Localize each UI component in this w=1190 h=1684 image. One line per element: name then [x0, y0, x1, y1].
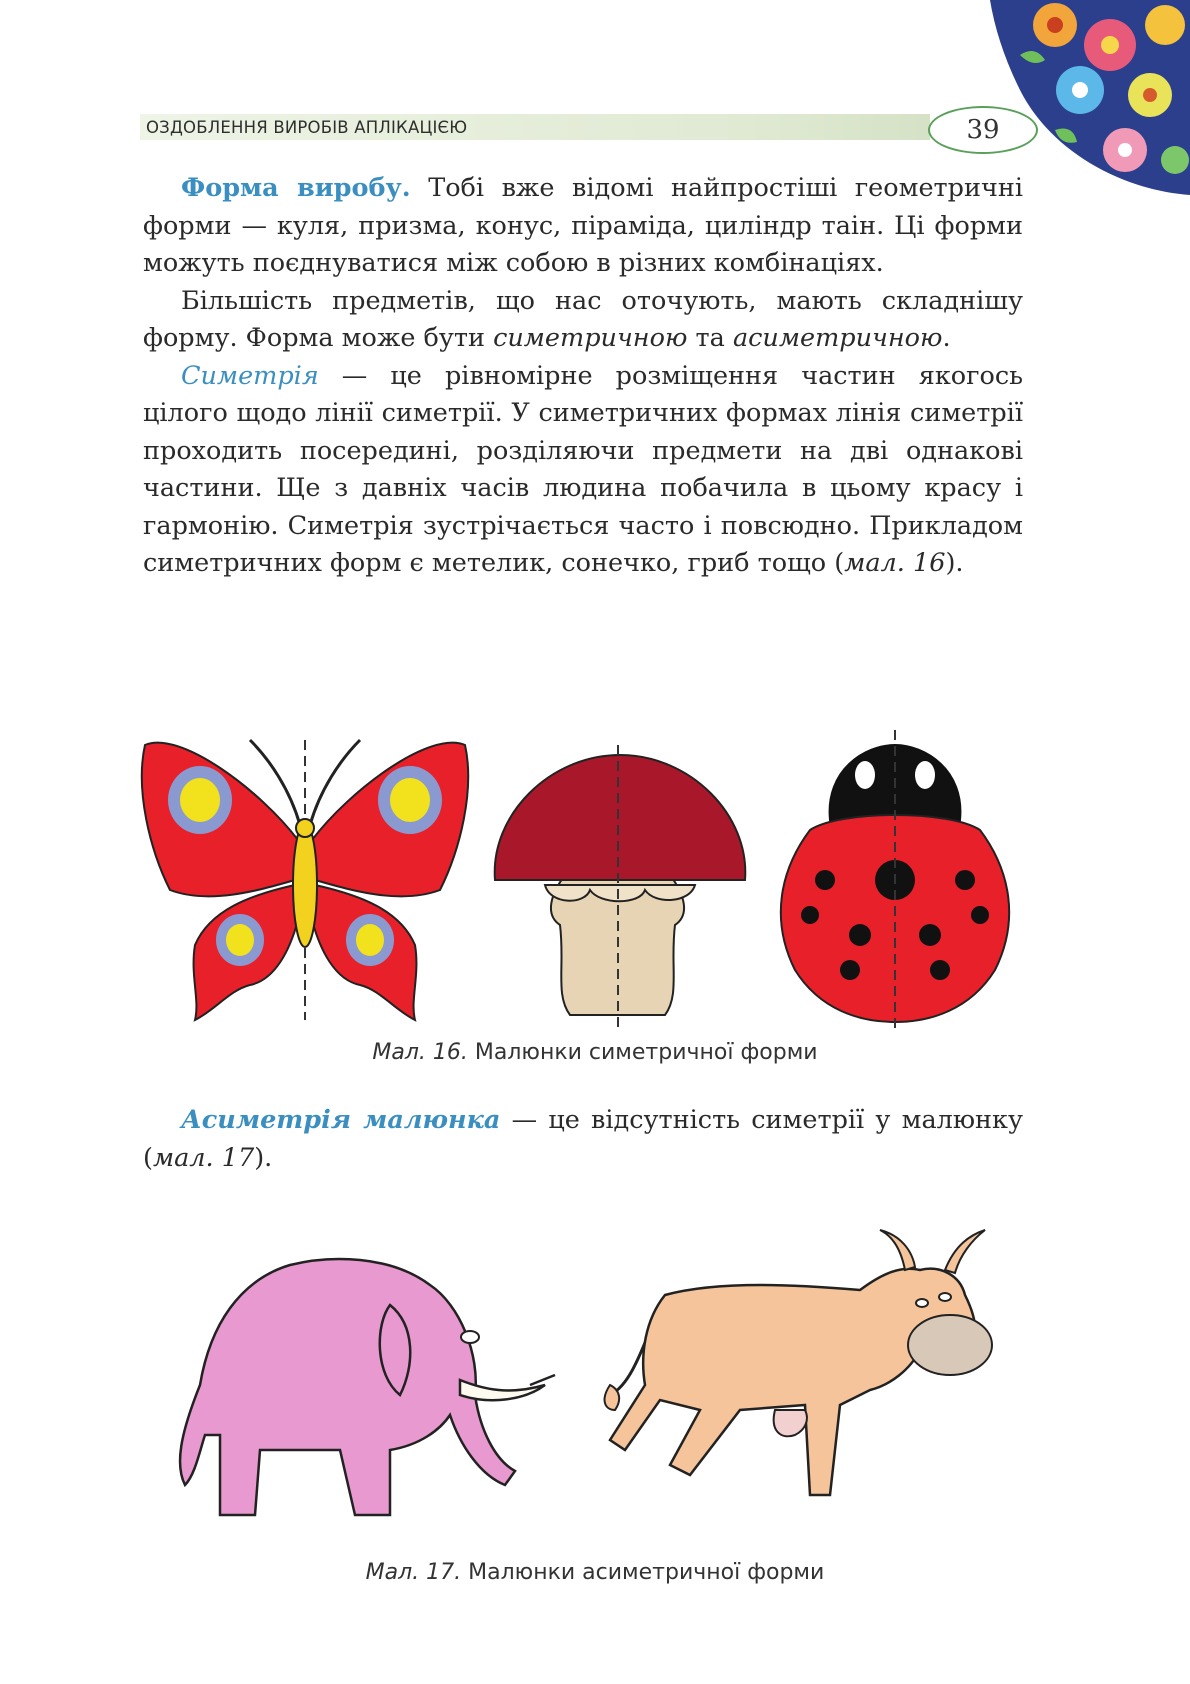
paragraph-symmetry — [143, 358, 1023, 583]
cow-illustration — [600, 1225, 1020, 1525]
figure-ref-17: мал. 17 — [152, 1142, 255, 1173]
figure-16-label: Мал. 16. — [372, 1040, 468, 1065]
figure-17-label: Мал. 17. — [365, 1560, 462, 1585]
paragraph-symmetry-end: ). — [945, 548, 964, 578]
paragraph-symmetry-text: — це рівномірне розміщення частин якогось цілого щодо лінії симетрії. У симетричних формах лінія симетрії проходить посередині, розділяючи предмети на дві однакові частини. Ще з давніх часів людина побачила в цьому красу і гармонію. Симетрія зустрічається часто і повсюдно. Прикладом симетричних форм є метелик, сонечко, гриб тощо ( — [143, 360, 1023, 578]
term-symmetry: Симетрія — [181, 360, 319, 391]
butterfly-illustration — [140, 730, 470, 1030]
mushroom-illustration — [490, 745, 750, 1030]
text-block-top — [143, 170, 1023, 583]
paragraph-asymmetry — [143, 1102, 1023, 1177]
paragraph-complex-form — [143, 283, 1023, 358]
term-form: Форма виробу. — [181, 173, 411, 203]
paragraph-complex-text-c: . — [942, 323, 951, 353]
paragraph-asymmetry-end: ). — [254, 1142, 273, 1173]
paragraph-form — [143, 170, 1023, 283]
paragraph-complex-text-a: Більшість предметів, що нас оточують, мають складнішу форму. Форма може бути — [143, 285, 1023, 353]
elephant-illustration — [160, 1235, 570, 1525]
running-head: ОЗДОБЛЕННЯ ВИРОБІВ АПЛІКАЦІЄЮ — [146, 118, 468, 137]
term-asymmetry: Асиметрія малюнка — [181, 1105, 501, 1135]
page-number: 39 — [928, 106, 1038, 154]
paragraph-asymmetry-text: — це відсутність симетрії у малюнку ( — [143, 1105, 1023, 1173]
ladybug-illustration — [770, 730, 1020, 1030]
paragraph-form-text: Тобі вже відомі найпростіші геометричні форми — куля, призма, конус, піраміда, циліндр таін. Ці форми можуть поєднуватися між собою в різних комбінаціях. — [143, 173, 1023, 278]
figure-ref-16: мал. 16 — [844, 548, 946, 578]
term-symmetric: симетричною — [493, 323, 688, 353]
figure-16-caption-text: Малюнки симетричної форми — [467, 1040, 818, 1065]
figure-17-caption — [0, 1560, 1190, 1585]
figure-16-caption — [0, 1040, 1190, 1065]
text-block-asymmetry — [143, 1102, 1023, 1177]
paragraph-complex-text-b: та — [687, 323, 733, 353]
term-asymmetric: асиметричною — [732, 323, 943, 353]
figure-17-caption-text: Малюнки асиметричної форми — [461, 1560, 825, 1585]
